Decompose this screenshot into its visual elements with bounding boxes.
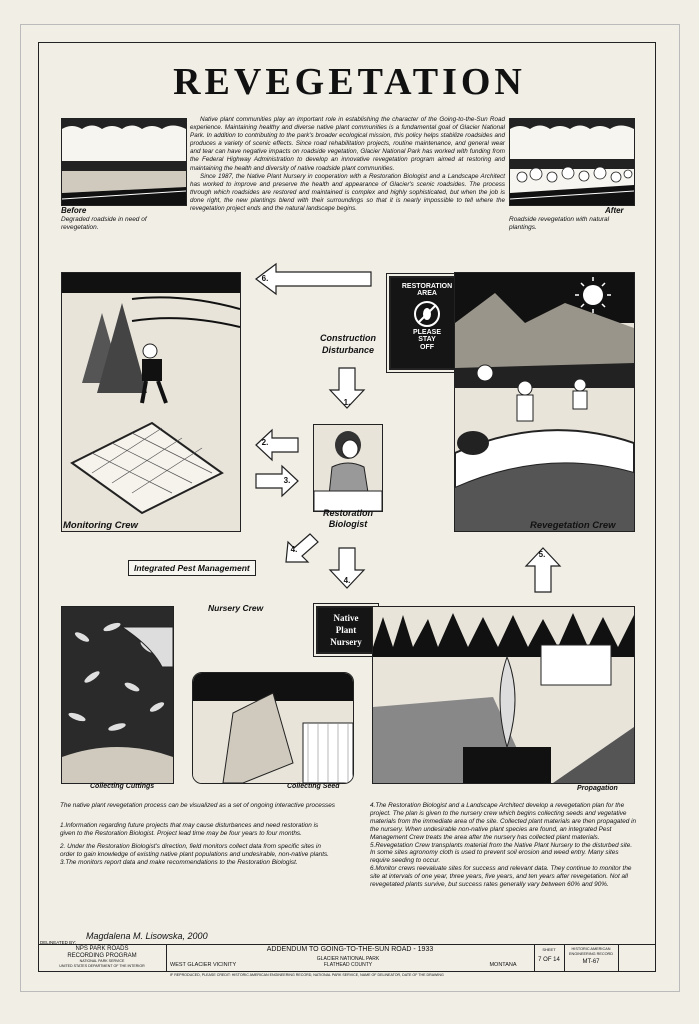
nursery-sign-line-3: Nursery <box>330 637 362 647</box>
program-line-1: NPS PARK ROADS <box>75 946 129 952</box>
no-step-icon <box>412 299 442 329</box>
record-number: MT-67 <box>582 959 600 965</box>
before-image <box>61 118 187 206</box>
biologist-illustration <box>314 425 382 511</box>
process-step-6: 6.Monitor crews reevaluate sites for success and relevant data. They continue to monitor the site at intervals of one year, three years, five years, and ten years after revegetation. Not all revegetated plants survive, but success rates generally vary between 60% and 90%. <box>370 865 632 889</box>
title-block <box>38 944 656 971</box>
process-step-1: 1.Information regarding future projects that may cause disturbances and need restoration is given to the Restoration Biologist. Project lead time may be four years to four months. <box>60 821 319 837</box>
intro-paragraph-2: Since 1987, the Native Plant Nursery in cooperation with a Restoration Biologist and a Landscape Architect has worked to improve and preserve the health and appearance of Glacier's scenic roadsides. The process through which roadsides are restored and maintained is complex and highly sophisticated, but when the job is done right, the new plantings blend with their surroundings so that it is nearly impossible to tell where the revegetation project ends and the natural landscape begins. <box>190 172 505 213</box>
process-text-left <box>60 802 335 871</box>
program-line-3: NATIONAL PARK SERVICE <box>79 959 125 963</box>
location-label: WEST GLACIER VICINITY <box>170 962 237 968</box>
monitoring-illustration <box>62 273 240 531</box>
sign-line-2: AREA <box>417 290 437 297</box>
propagation-image <box>372 606 635 784</box>
program-line-2: RECORDING PROGRAM <box>67 952 137 959</box>
intro-paragraph-1: Native plant communities play an important role in establishing the character of the Going-to-the-Sun Road experience. Maintaining healthy and diverse native plant communities is a fundamental goal of Glacier National Park. In addition to contributing to the park's broader ecological mission, this policy helps stabilize roadsides and produces a variety of scenic effects. Since road rehabilitation projects, routine maintenance, and general wear and tear can have negative impacts on roadside vegetation, Glacier National Park has worked with funding from the Federal Highway Administration to develop an innovative revegetation program aimed at restoring and maintaining the health and diversity of native roadside plant communities. <box>190 116 505 172</box>
record-line-1: HISTORIC AMERICAN <box>571 947 611 951</box>
process-intro: The native plant revegetation process can be visualized as a set of ongoing interactive processes <box>60 802 335 809</box>
arrow-1-label: 1. <box>343 398 351 407</box>
restoration-biologist-label: Restoration Biologist <box>322 508 373 529</box>
collecting-seed-image <box>192 672 354 784</box>
revegetation-crew-image <box>454 272 635 532</box>
page-title: REVEGETATION <box>173 61 526 103</box>
integrated-pest-management-label: Integrated Pest Management <box>128 560 256 576</box>
arrow-2-label: 2. <box>261 438 269 447</box>
after-label: After <box>605 206 624 215</box>
arrow-6-icon <box>254 262 374 296</box>
intro-text <box>190 116 505 213</box>
collecting-cuttings-label: Collecting Cuttings <box>90 783 155 790</box>
sign-line-4: STAY <box>418 336 436 343</box>
process-step-5: 5.Revegetation Crew transplants material from the Native Plant Nursery to the disturbed site. In some sites agronomy cloth is used to prevent soil erosion and weed entry. Many sites require seeding to occur. <box>370 841 633 865</box>
county-label: FLATHEAD COUNTY <box>323 962 373 968</box>
program-block <box>38 946 166 968</box>
propagation-label: Propagation <box>577 785 618 792</box>
collecting-cuttings-image <box>61 606 174 784</box>
delineated-by-label: DELINEATED BY: <box>40 940 77 945</box>
process-text-right <box>370 802 638 894</box>
program-line-4: UNITED STATES DEPARTMENT OF THE INTERIOR <box>59 963 145 968</box>
process-step-3: 3.The monitors report data and make recommendations to the Restoration Biologist. <box>60 858 298 866</box>
sheet-number: 7 OF 14 <box>538 957 560 963</box>
arrow-4a-label: 4. <box>290 545 298 554</box>
revegetation-illustration <box>455 273 634 531</box>
monitoring-crew-label: Monitoring Crew <box>63 520 138 531</box>
process-step-4: 4.The Restoration Biologist and a Landscape Architect develop a revegetation plan for the project. The plan is given to the nursery crew which begins collecting seeds and vegetative materials from the immediate area of the site. Collected plant materials are then propagated in the nursery. When undesirable non-native plant species are found, an integrated Pest Management Crew treats the area after the nursery has collected plant materials. <box>370 802 637 841</box>
delineator-name: Magdalena M. Lisowska, 2000 <box>86 931 208 941</box>
park-label: GLACIER NATIONAL PARK <box>316 956 380 962</box>
nursery-crew-label: Nursery Crew <box>208 603 264 613</box>
propagation-illustration <box>373 607 634 783</box>
arrow-3-label: 3. <box>283 476 291 485</box>
sheet-label: SHEET <box>542 947 556 952</box>
cuttings-illustration <box>62 607 173 783</box>
arrow-6-label: 6. <box>261 274 269 283</box>
after-caption: Roadside revegetation with natural plantings. <box>509 216 610 231</box>
arrow-5-label: 5. <box>538 550 546 559</box>
nursery-sign-line-2: Plant <box>335 625 357 635</box>
monitoring-crew-image <box>61 272 241 532</box>
nursery-sign-line-1: Native <box>333 613 359 623</box>
before-label: Before <box>61 206 87 215</box>
restoration-biologist-image <box>313 424 383 512</box>
sign-line-5: OFF <box>420 344 434 351</box>
construction-disturbance-label: Construction Disturbance <box>320 333 376 355</box>
after-illustration <box>510 119 634 205</box>
record-line-2: ENGINEERING RECORD <box>568 952 614 956</box>
sign-line-3: PLEASE <box>412 329 441 336</box>
before-caption: Degraded roadside in need of revegetation. <box>61 216 147 231</box>
native-plant-nursery-sign <box>316 606 376 654</box>
seed-illustration <box>193 673 353 783</box>
before-illustration <box>62 119 186 205</box>
sign-line-1: RESTORATION <box>401 283 453 290</box>
addendum-title: ADDENDUM TO GOING-TO-THE-SUN ROAD - 1933 <box>266 946 434 953</box>
revegetation-crew-label: Revegetation Crew <box>530 520 616 531</box>
process-step-2: 2. Under the Restoration Biologist's direction, field monitors collect data from specific sites in order to gain knowledge of existing native plant populations and undesirable, non-native plants. <box>60 842 329 858</box>
after-image <box>509 118 635 206</box>
arrow-4b-label: 4. <box>343 576 351 585</box>
collecting-seed-label: Collecting Seed <box>287 783 340 790</box>
credit-line: IF REPRODUCED, PLEASE CREDIT: HISTORIC AMERICAN ENGINEERING RECORD, NATIONAL PARK SERVICE, NAME OF DELINEATOR, DATE OF THE DRAWING <box>170 973 444 977</box>
state-label: MONTANA <box>489 962 517 968</box>
